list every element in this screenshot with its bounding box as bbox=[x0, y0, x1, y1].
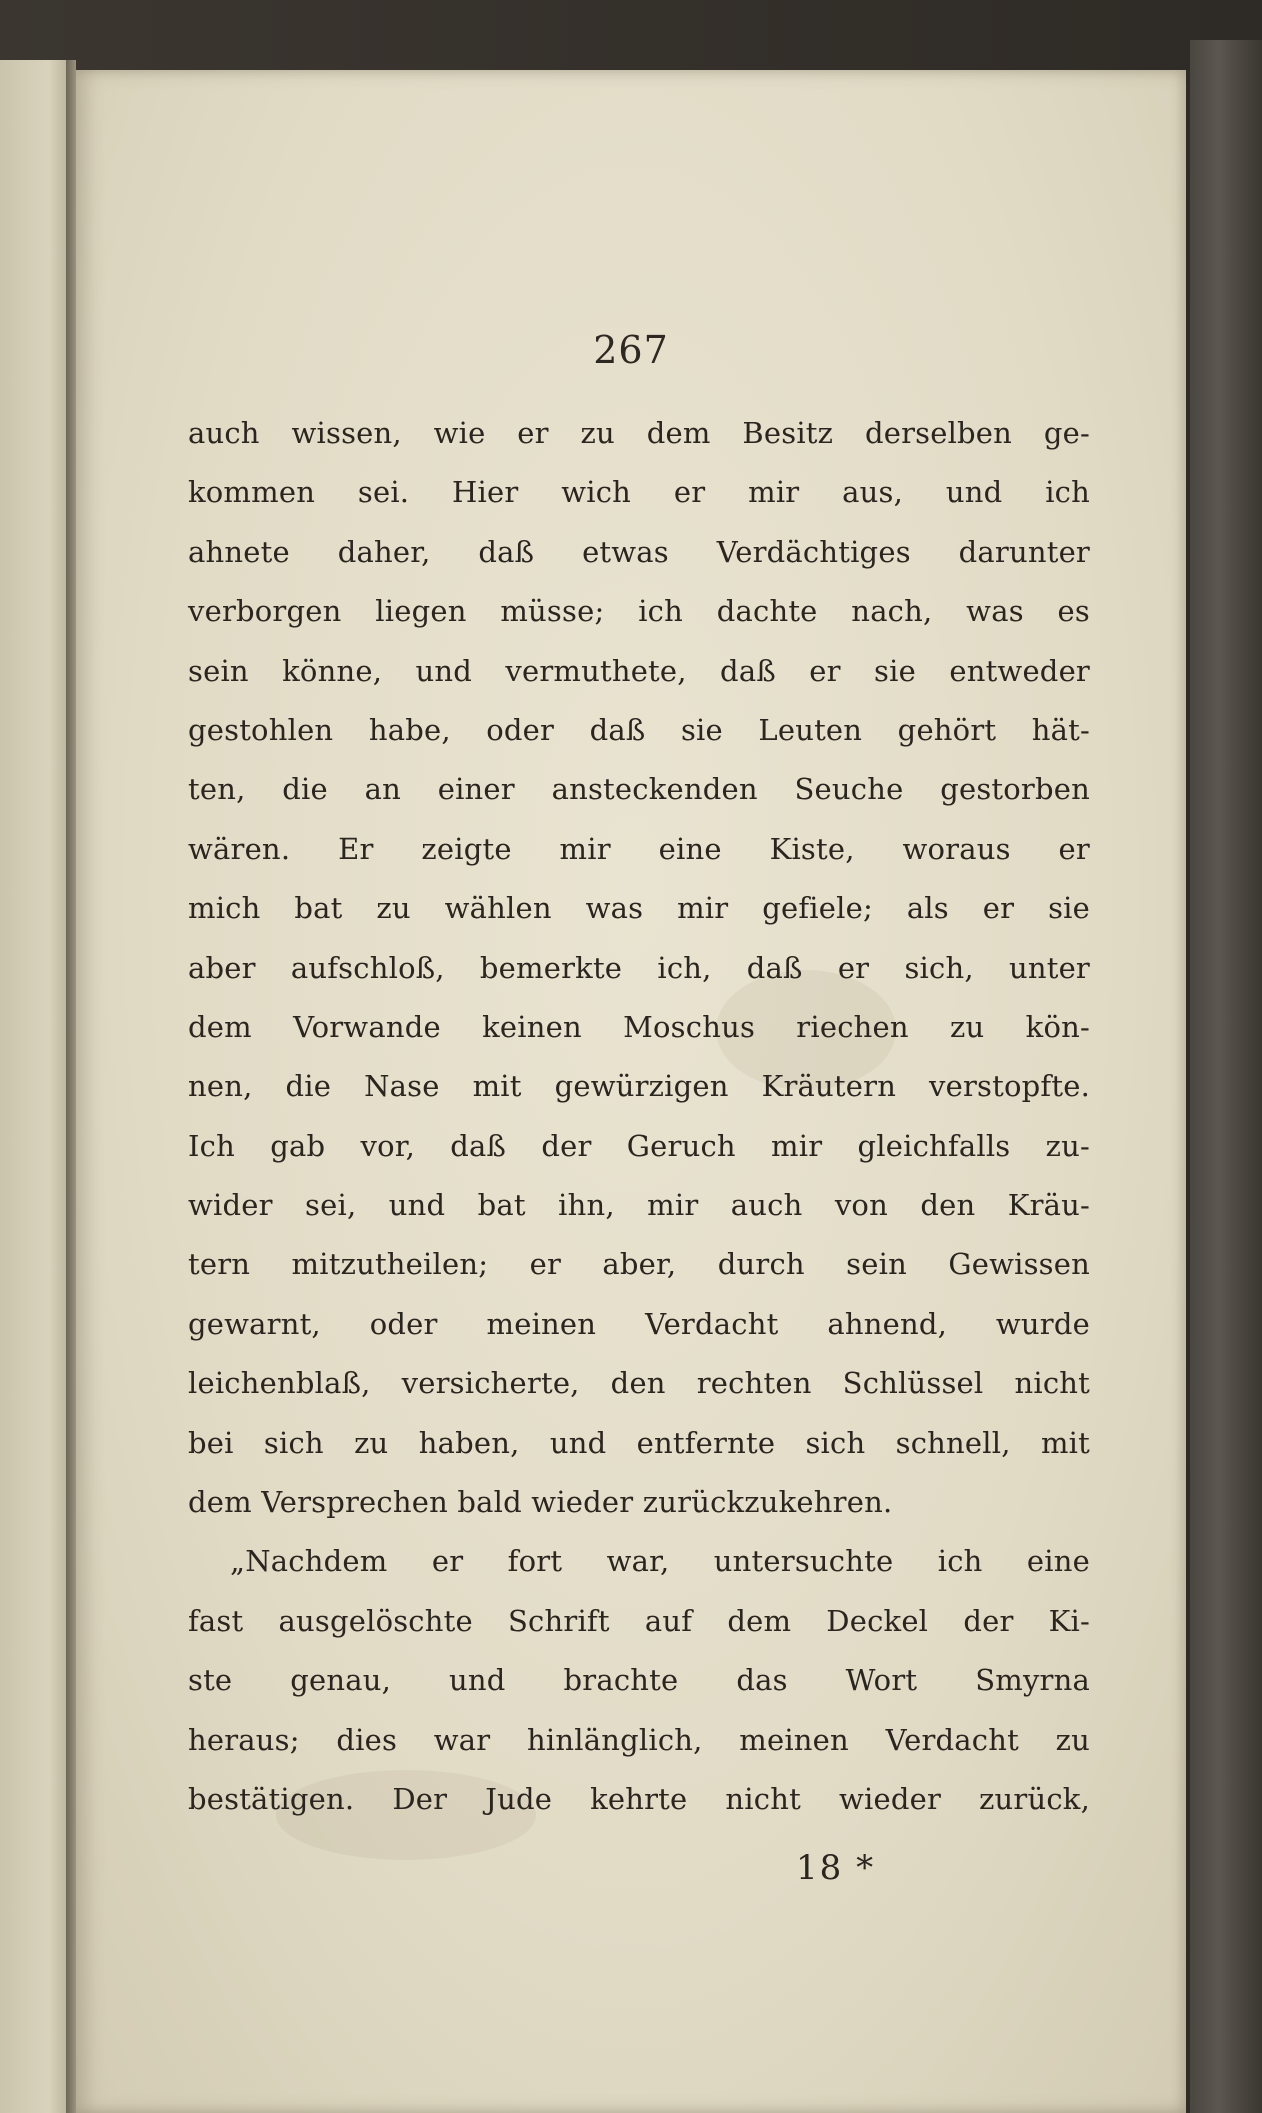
text-line: dem Vorwande keinen Moschus riechen zu kön- bbox=[188, 1009, 1090, 1044]
text-line: gewarnt, oder meinen Verdacht ahnend, wurde bbox=[188, 1306, 1090, 1341]
text-line: nen, die Nase mit gewürzigen Kräutern verstopfte. bbox=[188, 1069, 1090, 1104]
text-line: fast ausgelöschte Schrift auf dem Deckel der Ki- bbox=[188, 1603, 1090, 1638]
text-line-paragraph-end: dem Versprechen bald wieder zurückzukehren. bbox=[188, 1485, 893, 1520]
text-line: ahnete daher, daß etwas Verdächtiges darunter bbox=[188, 534, 1090, 569]
text-line: bei sich zu haben, und entfernte sich schnell, mit bbox=[188, 1425, 1090, 1460]
text-line: auch wissen, wie er zu dem Besitz derselben ge- bbox=[188, 416, 1090, 450]
facing-page-edge bbox=[0, 60, 70, 2113]
book-gutter bbox=[66, 60, 76, 2113]
text-line: verborgen liegen müsse; ich dachte nach, was es bbox=[188, 594, 1090, 629]
text-line: leichenblaß, versicherte, den rechten Schlüssel nicht bbox=[188, 1366, 1090, 1401]
text-line: ten, die an einer ansteckenden Seuche gestorben bbox=[188, 772, 1090, 807]
page-number: 267 bbox=[593, 328, 669, 372]
text-line: bestätigen. Der Jude kehrte nicht wieder zurück, bbox=[188, 1781, 1090, 1816]
text-line: heraus; dies war hinlänglich, meinen Verdacht zu bbox=[188, 1722, 1090, 1757]
book-cover-edge bbox=[1190, 40, 1262, 2113]
text-line: aber aufschloß, bemerkte ich, daß er sich, unter bbox=[188, 950, 1090, 985]
text-line: wider sei, und bat ihn, mir auch von den Kräu- bbox=[188, 1188, 1090, 1223]
text-line: kommen sei. Hier wich er mir aus, und ich bbox=[188, 475, 1090, 510]
text-line: mich bat zu wählen was mir gefiele; als er sie bbox=[188, 891, 1090, 926]
body-text bbox=[188, 404, 1090, 1829]
text-line: tern mitzutheilen; er aber, durch sein Gewissen bbox=[188, 1247, 1090, 1282]
printer-signature-mark: 18 * bbox=[796, 1848, 876, 1888]
text-line-paragraph-start: „Nachdem er fort war, untersuchte ich eine bbox=[230, 1544, 1090, 1579]
text-line: gestohlen habe, oder daß sie Leuten gehört hät- bbox=[188, 712, 1090, 747]
page-sheet bbox=[76, 70, 1186, 2113]
text-line: wären. Er zeigte mir eine Kiste, woraus er bbox=[188, 831, 1090, 866]
text-line: sein könne, und vermuthete, daß er sie entweder bbox=[188, 653, 1090, 688]
text-line: ste genau, und brachte das Wort Smyrna bbox=[188, 1663, 1090, 1698]
text-line: Ich gab vor, daß der Geruch mir gleichfalls zu- bbox=[188, 1128, 1090, 1163]
